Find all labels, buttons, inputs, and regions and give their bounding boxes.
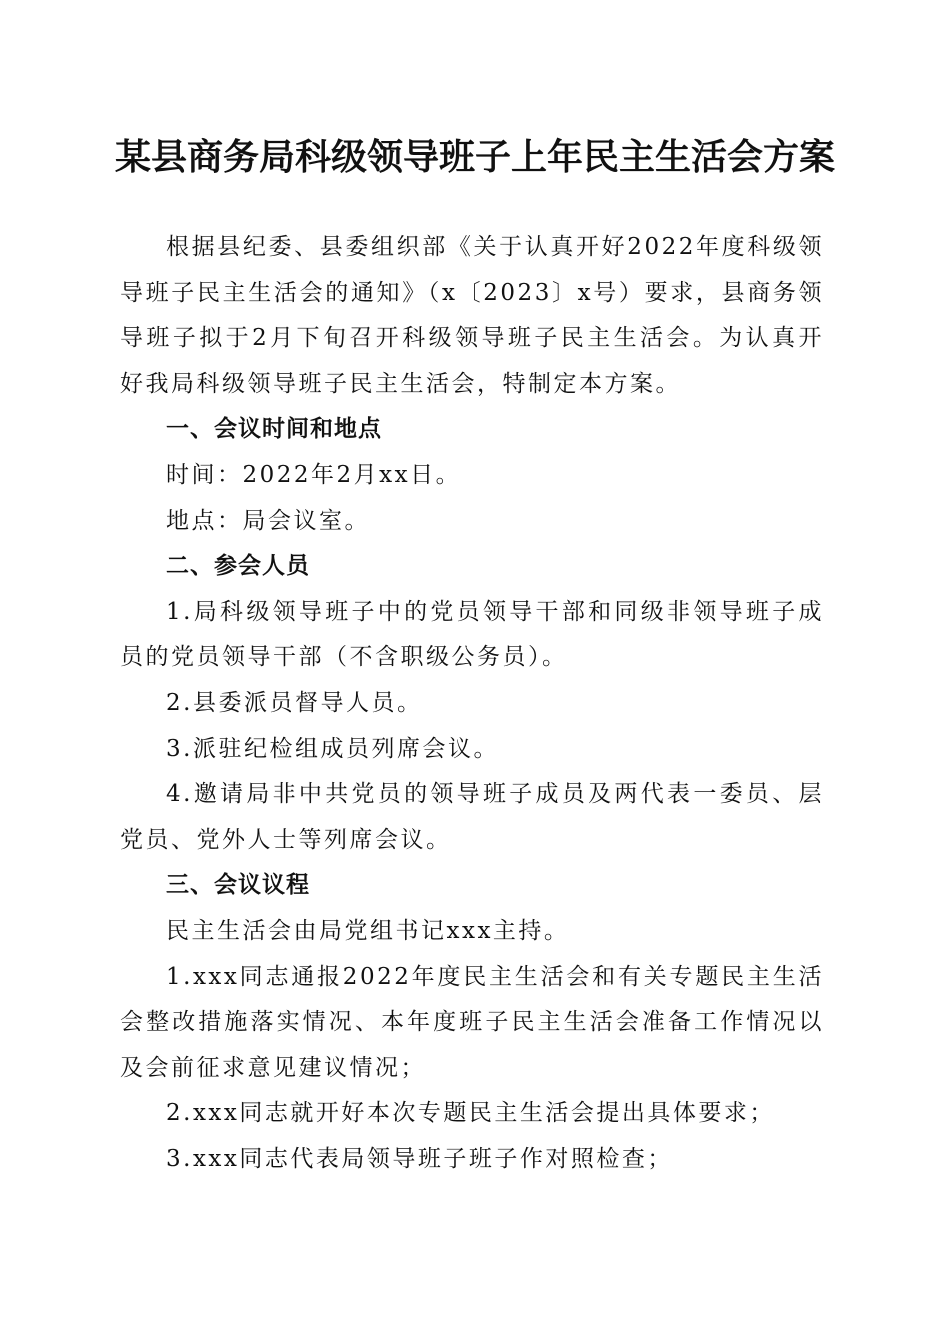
section-heading-agenda: 三、会议议程: [166, 872, 310, 899]
attendee-item: 3.派驻纪检组成员列席会议。: [166, 735, 499, 762]
attendee-item: 4.邀请局非中共党员的领导班子成员及两代表一委员、层党员、党外人士等列席会议。: [120, 781, 824, 853]
attendee-item: 2.县委派员督导人员。: [166, 689, 423, 716]
document-title: 某县商务局科级领导班子上年民主生活会方案: [114, 136, 835, 178]
agenda-item: 1.xxx同志通报2022年度民主生活会和有关专题民主生活会整改措施落实情况、本年度班子民主生活会准备工作情况以及会前征求意见建议情况；: [120, 963, 824, 1081]
section-heading-attendees: 二、参会人员: [166, 553, 310, 580]
meeting-time: 时间：2022年2月xx日。: [166, 461, 462, 488]
agenda-item: 3.xxx同志代表局领导班子班子作对照检查；: [166, 1145, 673, 1172]
document-body: [120, 225, 824, 1182]
agenda-item: 2.xxx同志就开好本次专题民主生活会提出具体要求；: [166, 1100, 775, 1127]
attendee-item: 1.局科级领导班子中的党员领导干部和同级非领导班子成员的党员领导干部（不含职级公务员）。: [120, 598, 824, 671]
section-heading-time-place: 一、会议时间和地点: [166, 416, 382, 443]
intro-paragraph: 根据县纪委、县委组织部《关于认真开好2022年度科级领导班子民主生活会的通知》（x〔2023〕x号）要求，县商务领导班子拟于2月下旬召开科级领导班子民主生活会。为认真开好我局科级领导班子民主生活会，特制定本方案。: [120, 234, 824, 397]
meeting-place: 地点：局会议室。: [166, 507, 370, 534]
agenda-host: 民主生活会由局党组书记xxx主持。: [166, 917, 570, 944]
